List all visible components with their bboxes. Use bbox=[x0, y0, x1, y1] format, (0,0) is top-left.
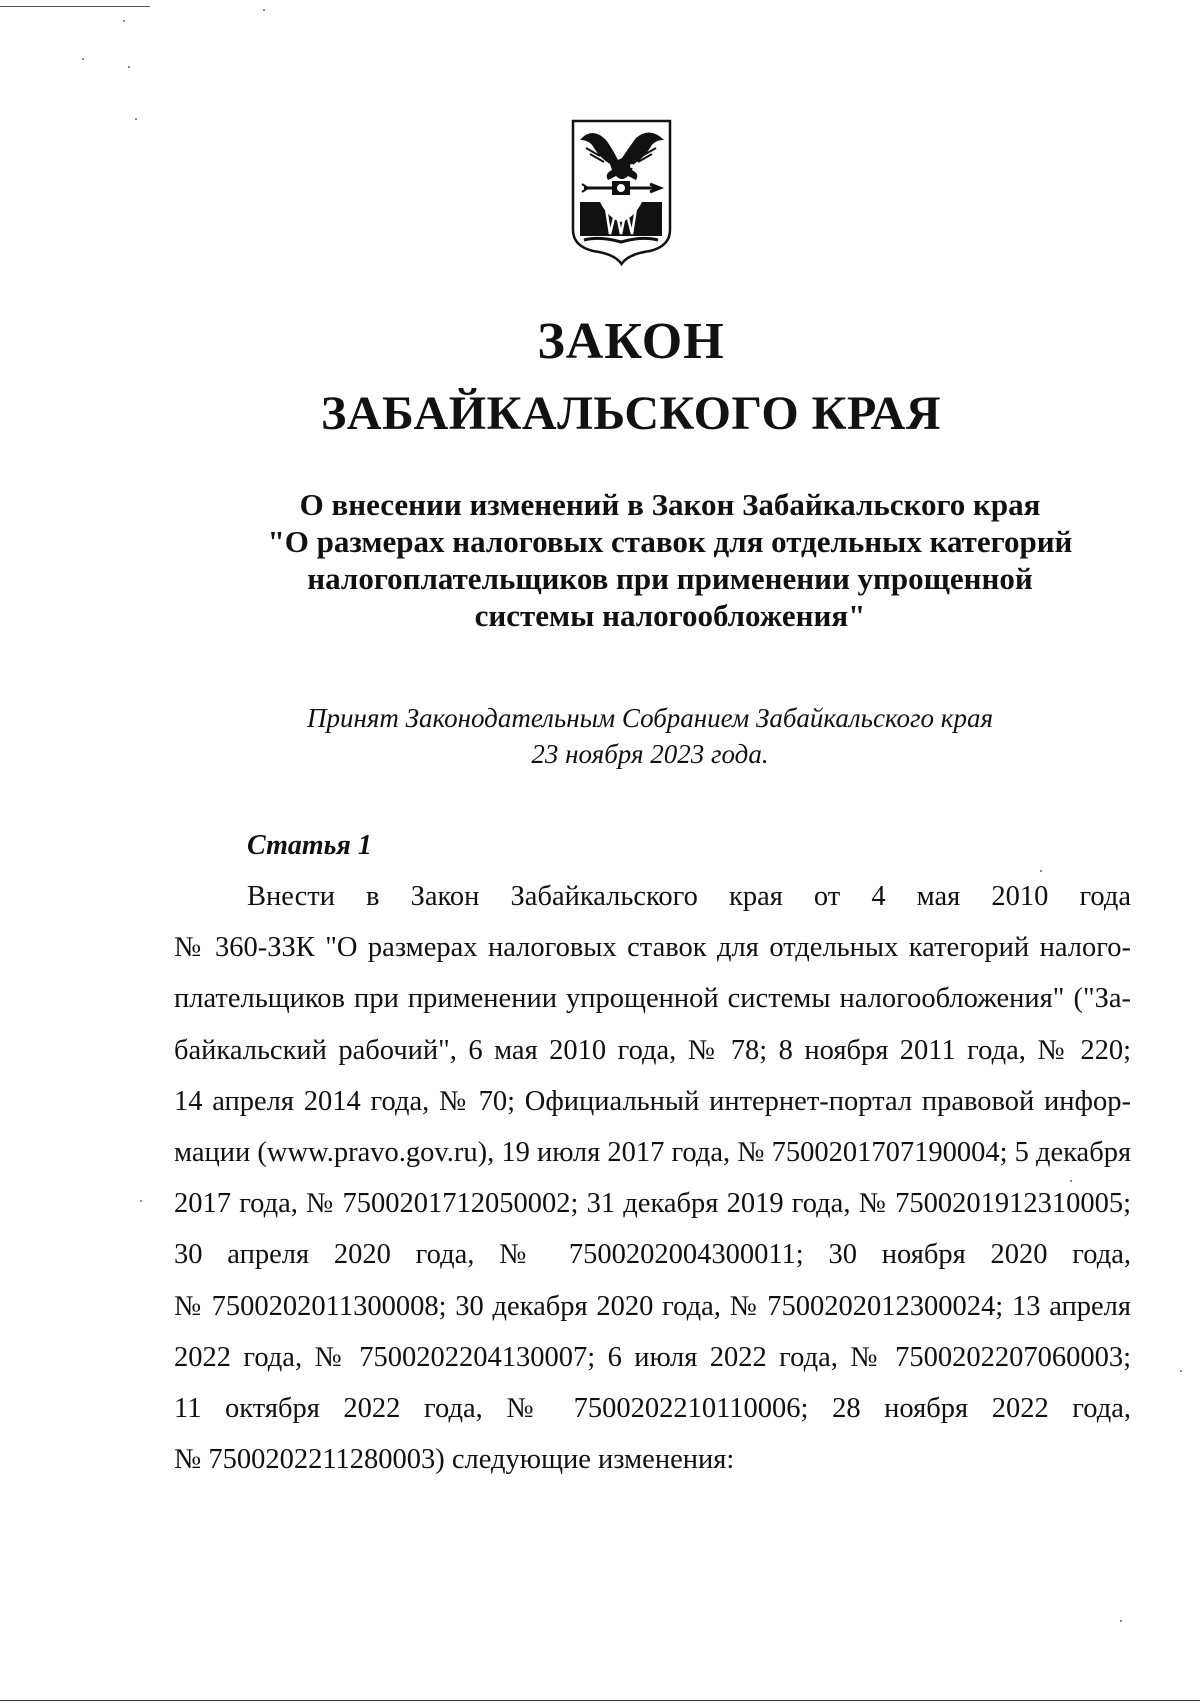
body-line: 30 апреля 2020 года, № 7500202004300011; 30 ноября 2020 года, bbox=[174, 1239, 1131, 1271]
subtitle-line: налогоплательщиков при применении упрощенной bbox=[307, 561, 1033, 596]
body-line: № 7500202011300008; 30 декабря 2020 года, № 7500202012300024; 13 апреля bbox=[174, 1290, 1131, 1322]
scan-edge-bottom bbox=[0, 1700, 1200, 1701]
article-body bbox=[174, 871, 1131, 1485]
body-line: 2022 года, № 7500202204130007; 6 июля 2022 года, № 7500202207060003; bbox=[174, 1341, 1131, 1373]
body-line: 14 апреля 2014 года, № 70; Официальный интернет-портал правовой инфор- bbox=[174, 1085, 1131, 1117]
adoption-line: Принят Законодательным Собранием Забайкальского края bbox=[306, 703, 993, 733]
body-line: байкальский рабочий", 6 мая 2010 года, № 78; 8 ноября 2011 года, № 220; bbox=[174, 1034, 1131, 1066]
scan-speck bbox=[135, 118, 137, 120]
subtitle-line: "О размерах налоговых ставок для отдельных категорий bbox=[267, 524, 1073, 559]
scan-speck bbox=[128, 66, 130, 68]
scan-speck bbox=[1180, 1370, 1182, 1372]
body-line: 11 октября 2022 года, № 7500202210110006; 28 ноября 2022 года, bbox=[174, 1393, 1131, 1425]
body-line: № 7500202211280003) следующие изменения: bbox=[174, 1444, 735, 1476]
scan-speck bbox=[82, 58, 84, 60]
law-title: ЗАКОН bbox=[537, 313, 725, 370]
subtitle-line: системы налогообложения" bbox=[474, 598, 866, 633]
body-line: плательщиков при применении упрощенной системы налогообложения" ("За- bbox=[174, 983, 1131, 1015]
body-line: Внести в Закон Забайкальского края от 4 мая 2010 года bbox=[247, 881, 1131, 912]
article-heading: Статья 1 bbox=[247, 830, 372, 861]
body-line: мации (www.pravo.gov.ru), 19 июля 2017 года, № 7500201707190004; 5 декабря bbox=[174, 1137, 1132, 1169]
adoption-date: 23 ноября 2023 года. bbox=[531, 739, 769, 769]
scan-speck bbox=[140, 1200, 142, 1202]
law-subtitle bbox=[240, 486, 1100, 634]
law-region-title: ЗАБАЙКАЛЬСКОГО КРАЯ bbox=[321, 387, 941, 440]
subtitle-line: О внесении изменений в Закон Забайкальского края bbox=[299, 487, 1041, 522]
coat-of-arms-icon bbox=[570, 118, 673, 266]
scan-speck bbox=[263, 9, 265, 11]
scan-speck bbox=[123, 20, 125, 22]
adoption-note bbox=[240, 700, 1060, 772]
scan-edge-top bbox=[0, 6, 150, 7]
scan-speck bbox=[1120, 1620, 1122, 1622]
body-line: № 360-ЗЗК "О размерах налоговых ставок для отдельных категорий налого- bbox=[174, 932, 1131, 964]
body-line: 2017 года, № 7500201712050002; 31 декабря 2019 года, № 7500201912310005; bbox=[174, 1188, 1131, 1220]
